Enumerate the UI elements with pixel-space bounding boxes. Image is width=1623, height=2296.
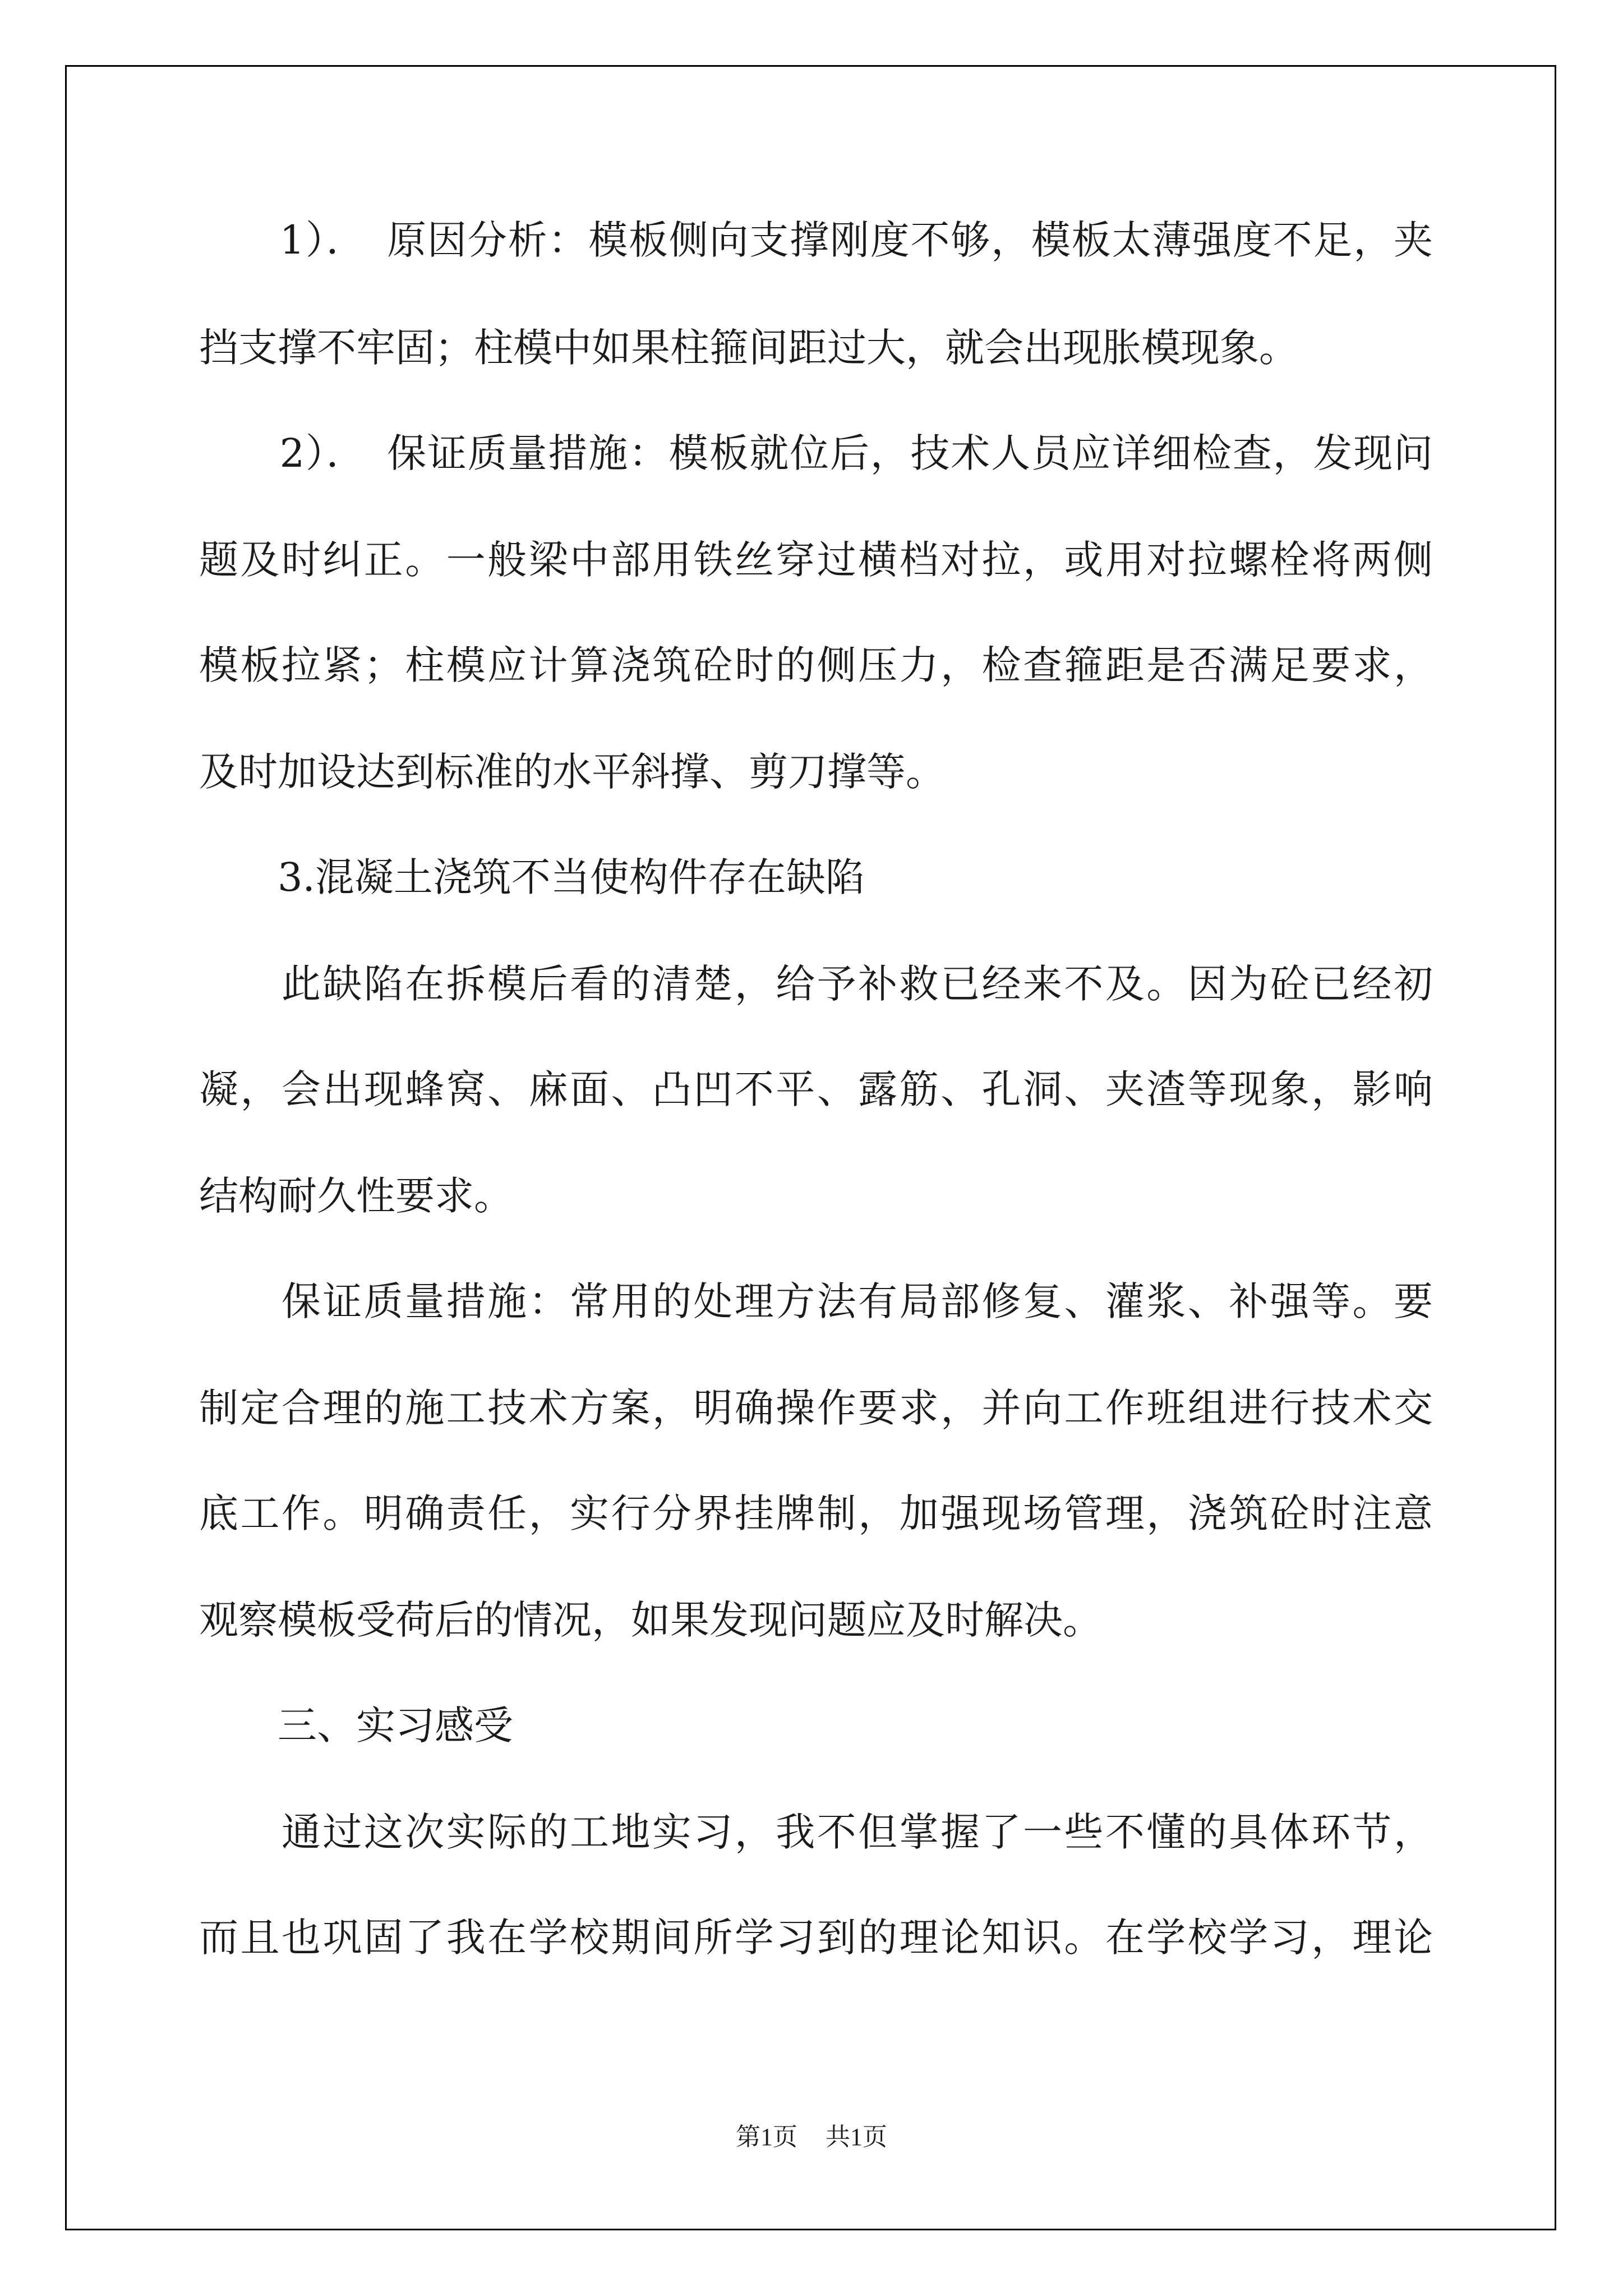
text-line: 通过这次实际的工地实习，我不但掌握了一些不懂的具体环节， bbox=[199, 1809, 1433, 1855]
page-number: 第1页 bbox=[736, 2123, 797, 2151]
text-line: 制定合理的施工技术方案，明确操作要求，并向工作班组进行技术交 bbox=[199, 1385, 1433, 1431]
page-footer bbox=[0, 2120, 1623, 2154]
section-heading: 3.混凝土浇筑不当使构件存在缺陷 bbox=[199, 854, 865, 900]
page-total: 共1页 bbox=[826, 2123, 887, 2151]
text-line: 凝，会出现蜂窝、麻面、凸凹不平、露筋、孔洞、夹渣等现象，影响 bbox=[199, 1066, 1433, 1112]
text-line: 结构耐久性要求。 bbox=[199, 1173, 513, 1219]
text-line: 1）． 原因分析：模板侧向支撑刚度不够，模板太薄强度不足，夹 bbox=[199, 217, 1433, 263]
text-line: 而且也巩固了我在学校期间所学习到的理论知识。在学校学习，理论 bbox=[199, 1915, 1433, 1961]
text-line: 保证质量措施：常用的处理方法有局部修复、灌浆、补强等。要 bbox=[199, 1278, 1433, 1324]
text-line: 模板拉紧；柱模应计算浇筑砼时的侧压力，检查箍距是否满足要求， bbox=[199, 642, 1433, 688]
text-line: 底工作。明确责任，实行分界挂牌制，加强现场管理，浇筑砼时注意 bbox=[199, 1490, 1433, 1536]
section-heading: 三、实习感受 bbox=[199, 1703, 513, 1749]
text-line: 观察模板受荷后的情况，如果发现问题应及时解决。 bbox=[199, 1597, 1102, 1643]
text-line: 及时加设达到标准的水平斜撑、剪刀撑等。 bbox=[199, 749, 945, 795]
text-line: 此缺陷在拆模后看的清楚，给予补救已经来不及。因为砼已经初 bbox=[199, 961, 1433, 1007]
text-line: 挡支撑不牢固；柱模中如果柱箍间距过大，就会出现胀模现象。 bbox=[199, 325, 1298, 371]
text-line: 2）． 保证质量措施：模板就位后，技术人员应详细检查，发现问 bbox=[199, 430, 1433, 476]
page-border bbox=[65, 65, 1556, 2230]
text-line: 题及时纠正。一般梁中部用铁丝穿过横档对拉，或用对拉螺栓将两侧 bbox=[199, 537, 1433, 583]
